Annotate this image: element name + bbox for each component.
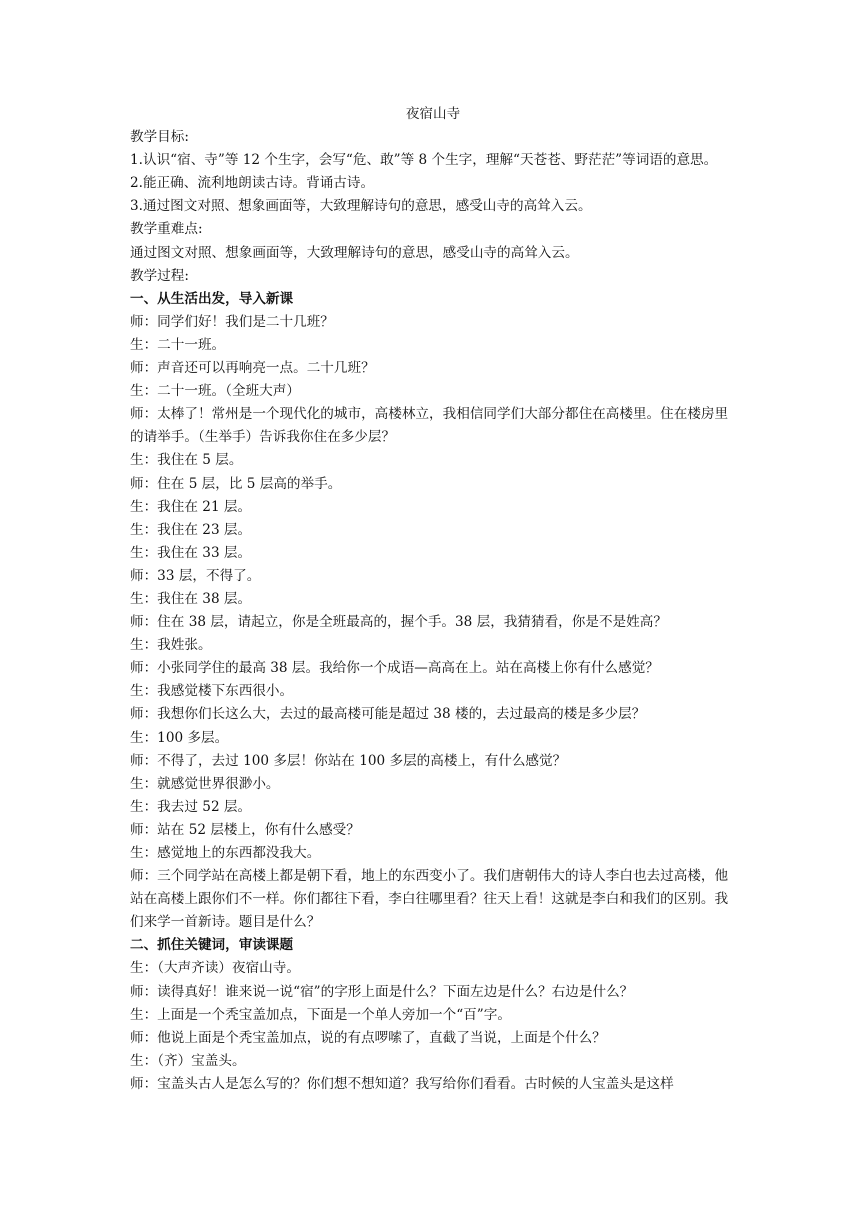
dialogue-line: 师：站在 52 层楼上，你有什么感受？ — [130, 821, 360, 838]
section2-heading: 二、抓住关键词，审读课题 — [130, 937, 294, 954]
dialogue-line: 师：33 层，不得了。 — [130, 567, 261, 584]
dialogue-line: 师：读得真好！谁来说一说“宿”的字形上面是什么？下面左边是什么？右边是什么？ — [130, 983, 634, 1000]
dialogue-line: 师：不得了，去过 100 多层！你站在 100 多层的高楼上，有什么感觉？ — [130, 752, 567, 769]
goal-item: 3.通过图文对照、想象画面等，大致理解诗句的意思，感受山寺的高耸入云。 — [130, 198, 592, 215]
dialogue-line: 生：我住在 23 层。 — [130, 521, 252, 538]
dialogue-line: 生：就感觉世界很渺小。 — [130, 775, 280, 792]
goal-item: 1.认识“宿、寺”等 12 个生字，会写“危、敢”等 8 个生字，理解“天苍苍、野茫茫”等词语的意思。 — [130, 152, 718, 169]
key-points-text: 通过图文对照、想象画面等，大致理解诗句的意思，感受山寺的高耸入云。 — [130, 244, 579, 261]
key-points-label: 教学重难点: — [130, 221, 203, 238]
dialogue-line: 师：同学们好！我们是二十几班？ — [130, 313, 334, 330]
dialogue-line: 师：小张同学住的最高 38 层。我给你一个成语—高高在上。站在高楼上你有什么感觉？ — [130, 660, 659, 677]
dialogue-line: 生：我住在 5 层。 — [130, 452, 243, 469]
dialogue-line: 师：太棒了！常州是一个现代化的城市，高楼林立，我相信同学们大部分都住在高楼里。住在楼房里的请举手。（生举手）告诉我你住在多少层？ — [130, 406, 729, 446]
dialogue-line: 师：三个同学站在高楼上都是朝下看，地上的东西变小了。我们唐朝伟大的诗人李白也去过高楼，他站在高楼上跟你们不一样。你们都往下看，李白往哪里看？往天上看！这就是李白和我们的区别。我们来学一首新诗。题目是什么？ — [130, 868, 729, 931]
dialogue-line: 生：我住在 33 层。 — [130, 544, 252, 561]
dialogue-line: 生：我感觉楼下东西很小。 — [130, 683, 294, 700]
dialogue-line: 生：二十一班。（全班大声） — [130, 383, 300, 400]
dialogue-line: 师：声音还可以再响亮一点。二十几班？ — [130, 360, 375, 377]
document-page — [130, 103, 736, 1096]
dialogue-line: 生：感觉地上的东西都没我大。 — [130, 845, 321, 861]
document-title: 夜宿山寺 — [405, 106, 461, 122]
dialogue-line: 师：他说上面是个秃宝盖加点，说的有点啰嗦了，直截了当说，上面是个什么？ — [130, 1029, 606, 1046]
dialogue-line: 生：我去过 52 层。 — [130, 798, 252, 815]
goal-item: 2.能正确、流利地朗读古诗。背诵古诗。 — [130, 175, 375, 192]
dialogue-line: 生：二十一班。 — [130, 336, 226, 353]
dialogue-line: 生：我姓张。 — [130, 637, 212, 654]
section1-heading: 一、从生活出发，导入新课 — [130, 290, 294, 307]
dialogue-line: 师：住在 38 层，请起立，你是全班最高的，握个手。38 层，我猜猜看，你是不是姓高？ — [130, 614, 667, 631]
process-label: 教学过程: — [130, 267, 189, 284]
dialogue-line: 生：我住在 38 层。 — [130, 590, 252, 607]
dialogue-line: 生：（大声齐读）夜宿山寺。 — [130, 960, 300, 977]
dialogue-line: 生：100 多层。 — [130, 729, 229, 746]
dialogue-line: 生：上面是一个秃宝盖加点，下面是一个单人旁加一个“百”字。 — [130, 1006, 511, 1023]
dialogue-line: 师：住在 5 层，比 5 层高的举手。 — [130, 475, 342, 492]
dialogue-line: 师：我想你们长这么大，去过的最高楼可能是超过 38 楼的，去过最高的楼是多少层？ — [130, 706, 646, 723]
dialogue-line: 生：我住在 21 层。 — [130, 498, 252, 515]
dialogue-line: 师：宝盖头古人是怎么写的？你们想不想知道？我写给你们看看。古时候的人宝盖头是这样 — [130, 1075, 674, 1092]
dialogue-line: 生：（齐）宝盖头。 — [130, 1052, 246, 1069]
goals-label: 教学目标: — [130, 129, 189, 146]
